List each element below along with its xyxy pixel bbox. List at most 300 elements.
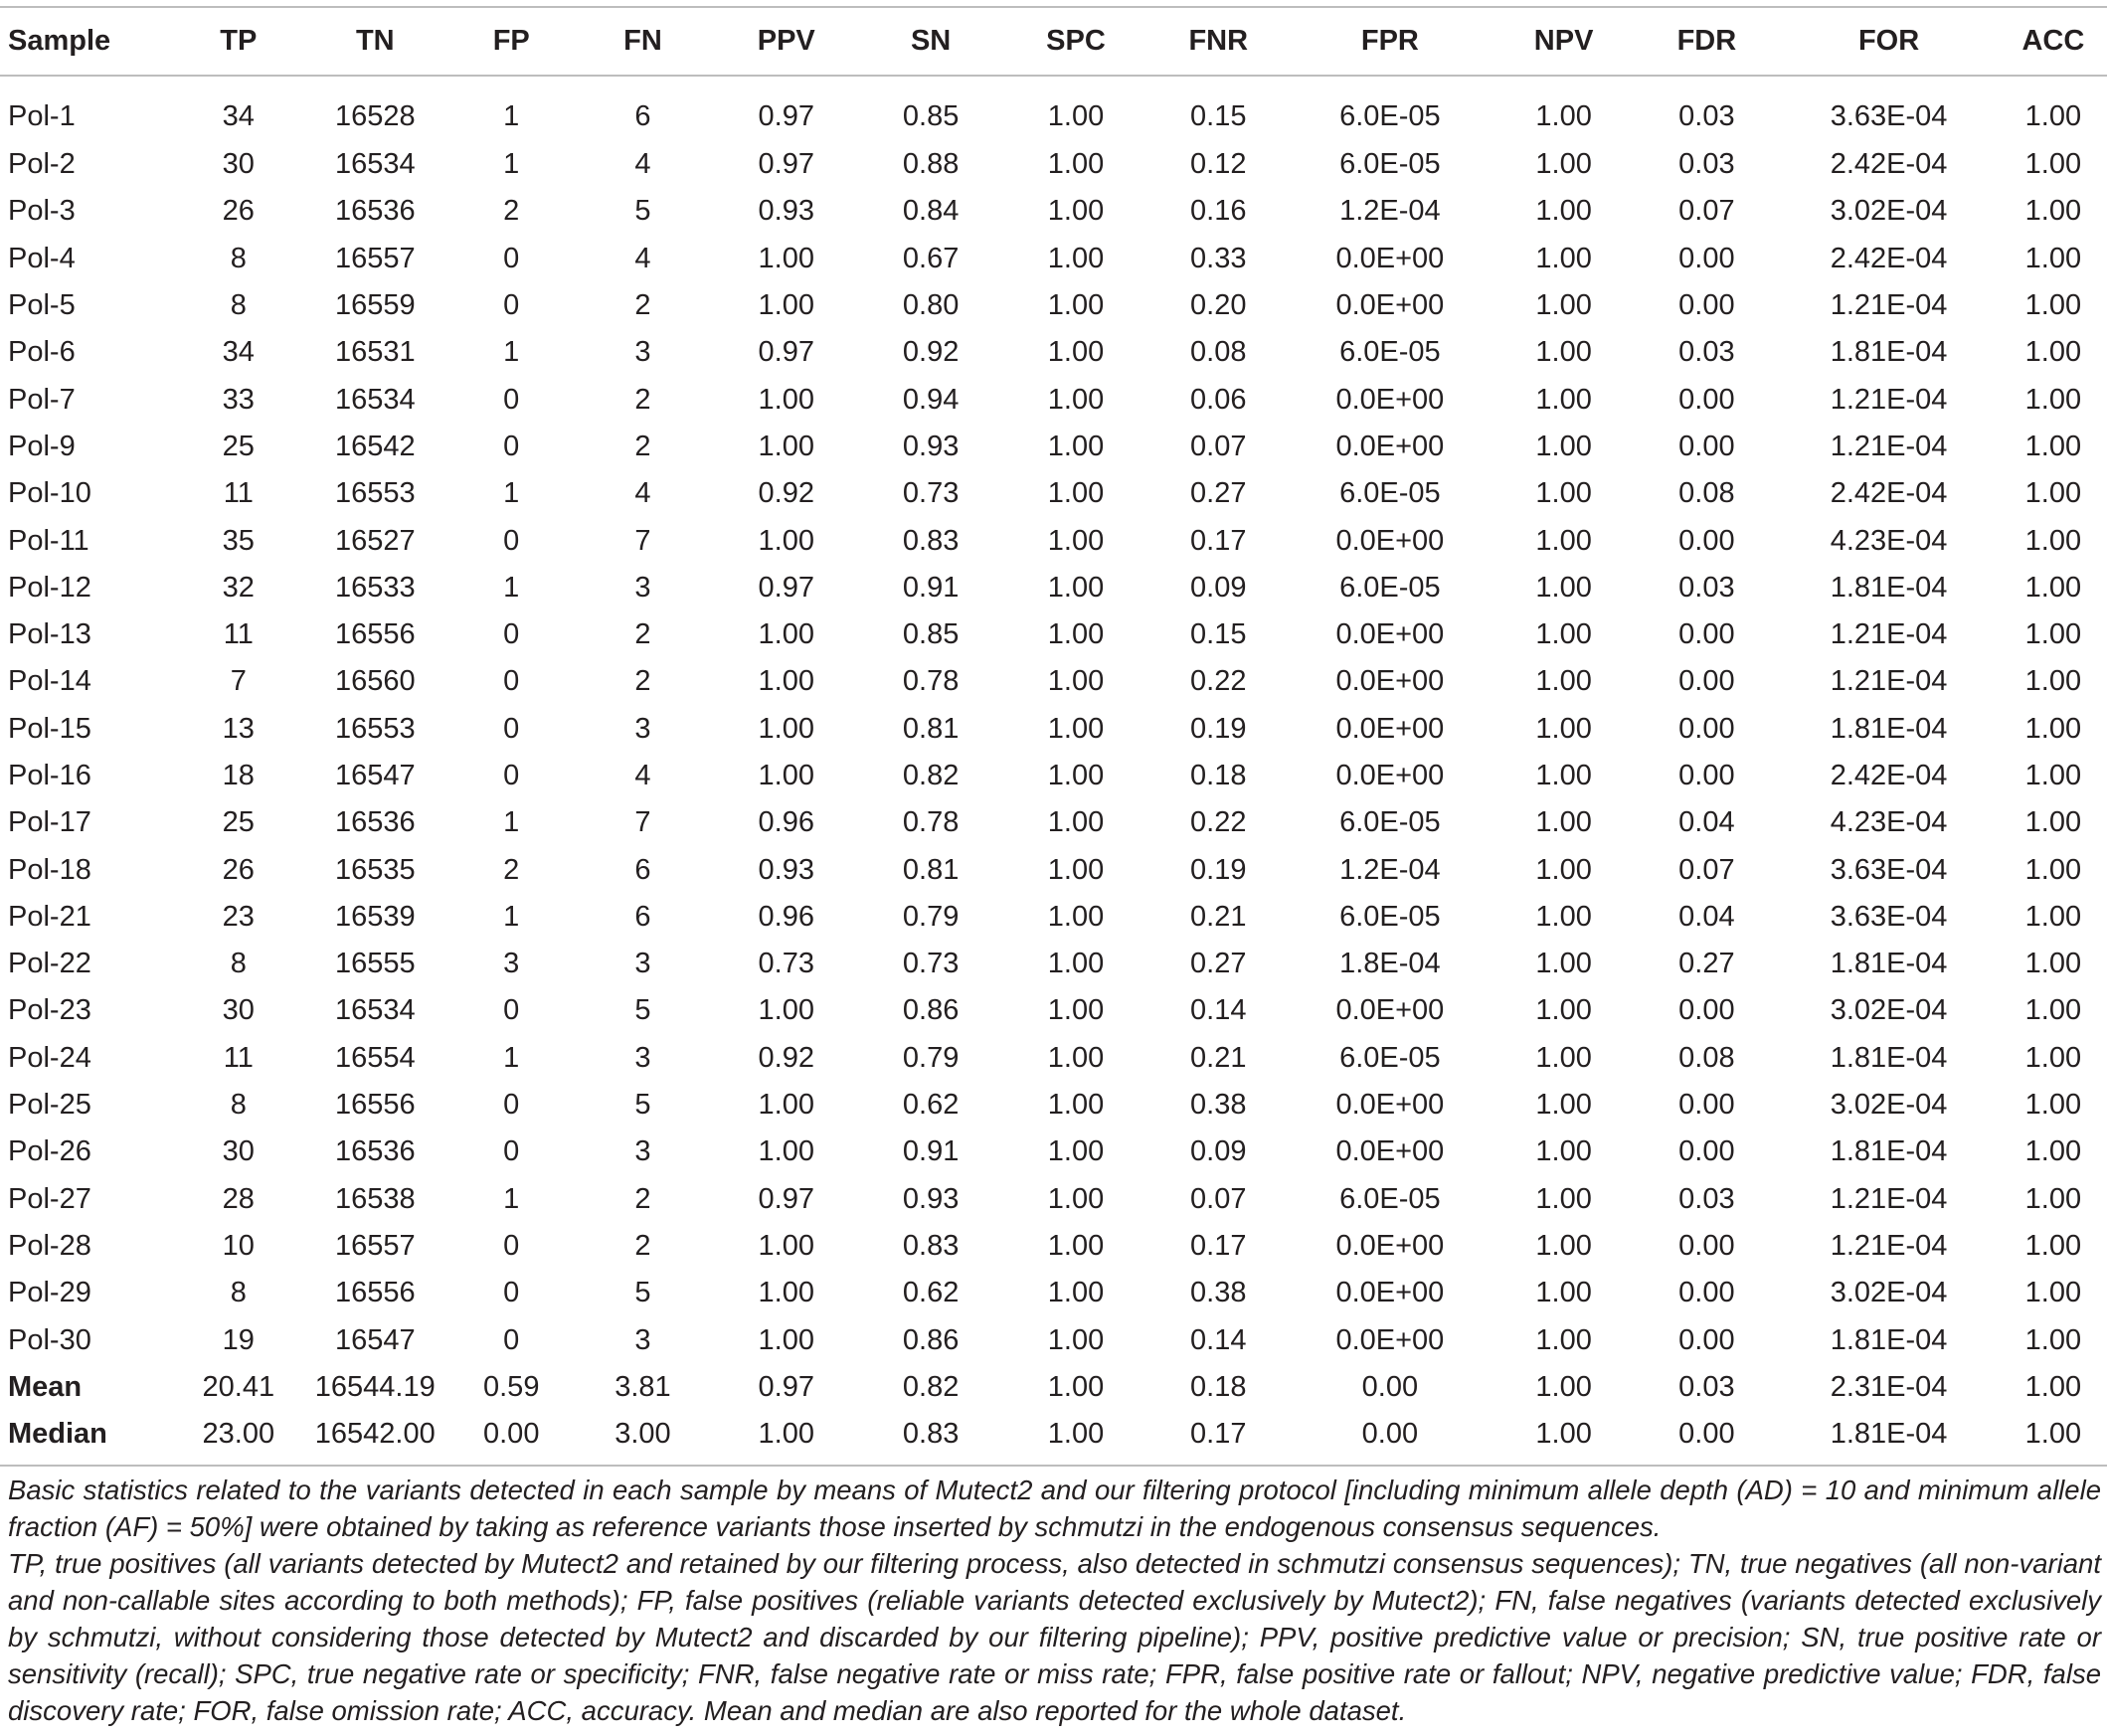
cell-fdr: 0.04	[1678, 900, 1735, 933]
cell-ppv: 0.93	[758, 853, 814, 886]
cell-fn: 5	[634, 1089, 651, 1122]
cell-tp: 18	[222, 760, 255, 791]
cell-fp: 0	[503, 242, 520, 274]
cell-npv: 1.00	[1535, 430, 1592, 462]
cell-fdr: 0.08	[1678, 477, 1735, 510]
cell-npv: 1.00	[1535, 760, 1592, 791]
cell-spc: 1.00	[1047, 1370, 1105, 1403]
cell-fp: 2	[503, 195, 520, 228]
cell-fdr: 0.00	[1678, 618, 1735, 651]
cell-ppv: 0.97	[758, 1182, 814, 1215]
cell-acc: 1.00	[2024, 148, 2082, 181]
cell-npv: 1.00	[1535, 195, 1592, 228]
cell-acc: 1.00	[2024, 665, 2082, 698]
column-header-tp: TP	[220, 25, 258, 57]
cell-fdr: 0.00	[1678, 289, 1735, 322]
cell-tn: 16536	[334, 806, 416, 839]
cell-sample: Mean	[8, 1370, 83, 1403]
cell-for: 3.02E-04	[1830, 994, 1948, 1027]
cell-sn: 0.88	[902, 148, 960, 181]
table-row	[0, 753, 2107, 799]
cell-fnr: 0.14	[1190, 994, 1247, 1027]
cell-fdr: 0.00	[1678, 1089, 1735, 1122]
cell-npv: 1.00	[1535, 1277, 1592, 1309]
cell-acc: 1.00	[2024, 853, 2082, 886]
cell-acc: 1.00	[2024, 1370, 2082, 1403]
cell-fp: 0.00	[483, 1418, 540, 1451]
cell-tp: 19	[222, 1323, 255, 1356]
table-row	[0, 282, 2107, 329]
cell-fn: 3	[634, 1323, 651, 1356]
cell-for: 1.21E-04	[1830, 665, 1948, 698]
cell-tp: 26	[222, 853, 255, 886]
cell-fn: 6	[634, 900, 651, 933]
cell-ppv: 1.00	[758, 524, 814, 557]
cell-fpr: 1.2E-04	[1339, 853, 1441, 886]
cell-for: 4.23E-04	[1830, 524, 1948, 557]
footnote-description: Basic statistics related to the variants detected in each sample by means of Mutect2 and our filtering protocol [including minimum allele depth (AD) = 10 and minimum allele fraction (AF) = 50%] were obtained by taking as reference variants those inserted by schmutzi in the endogenous consensus sequences.	[8, 1475, 2101, 1542]
cell-for: 1.81E-04	[1830, 1418, 1948, 1451]
cell-tp: 30	[222, 148, 255, 181]
table-row	[0, 141, 2107, 188]
cell-acc: 1.00	[2024, 1089, 2082, 1122]
cell-fp: 1	[503, 100, 520, 132]
cell-fn: 3	[634, 336, 651, 369]
cell-ppv: 1.00	[758, 1418, 814, 1451]
cell-fn: 3	[634, 1135, 651, 1168]
cell-sn: 0.85	[902, 618, 960, 651]
cell-fnr: 0.33	[1190, 242, 1247, 274]
table-header	[0, 8, 2107, 75]
cell-fdr: 0.00	[1678, 524, 1735, 557]
cell-tp: 35	[222, 524, 255, 557]
cell-fp: 3	[503, 948, 520, 980]
cell-npv: 1.00	[1535, 100, 1592, 132]
cell-sample: Pol-28	[8, 1229, 91, 1262]
cell-fp: 1	[503, 806, 520, 839]
cell-acc: 1.00	[2024, 430, 2082, 462]
cell-tp: 7	[230, 665, 247, 698]
cell-acc: 1.00	[2024, 760, 2082, 791]
cell-fdr: 0.00	[1678, 1418, 1735, 1451]
cell-tn: 16547	[334, 1323, 416, 1356]
cell-spc: 1.00	[1047, 1182, 1105, 1215]
header-row	[0, 8, 2107, 75]
cell-spc: 1.00	[1047, 948, 1105, 980]
cell-sample: Pol-9	[8, 430, 76, 462]
cell-ppv: 0.97	[758, 148, 814, 181]
cell-fnr: 0.08	[1190, 336, 1247, 369]
cell-sample: Pol-14	[8, 665, 91, 698]
cell-fpr: 0.00	[1361, 1370, 1419, 1403]
cell-fpr: 0.0E+00	[1335, 1135, 1445, 1168]
cell-for: 1.81E-04	[1830, 712, 1948, 745]
cell-fdr: 0.00	[1678, 1323, 1735, 1356]
cell-fnr: 0.17	[1190, 524, 1247, 557]
cell-fpr: 6.0E-05	[1339, 1041, 1441, 1074]
cell-spc: 1.00	[1047, 1041, 1105, 1074]
column-header-acc: ACC	[2021, 25, 2085, 57]
cell-spc: 1.00	[1047, 336, 1105, 369]
cell-fnr: 0.06	[1190, 383, 1247, 416]
cell-fn: 4	[634, 760, 651, 791]
summary-row	[0, 1364, 2107, 1411]
cell-fdr: 0.27	[1678, 948, 1735, 980]
cell-ppv: 1.00	[758, 242, 814, 274]
cell-sample: Pol-1	[8, 100, 76, 132]
cell-spc: 1.00	[1047, 1277, 1105, 1309]
cell-fnr: 0.19	[1190, 712, 1247, 745]
cell-fn: 2	[634, 1229, 651, 1262]
cell-for: 1.81E-04	[1830, 571, 1948, 604]
cell-tp: 30	[222, 1135, 255, 1168]
column-header-spc: SPC	[1046, 25, 1106, 57]
cell-fpr: 1.8E-04	[1339, 948, 1441, 980]
cell-acc: 1.00	[2024, 1229, 2082, 1262]
cell-fp: 0	[503, 665, 520, 698]
cell-tn: 16531	[334, 336, 416, 369]
cell-fnr: 0.17	[1190, 1418, 1247, 1451]
cell-sample: Pol-18	[8, 853, 91, 886]
cell-fpr: 6.0E-05	[1339, 148, 1441, 181]
cell-spc: 1.00	[1047, 242, 1105, 274]
cell-fpr: 0.0E+00	[1335, 1323, 1445, 1356]
cell-fn: 3	[634, 571, 651, 604]
cell-fpr: 6.0E-05	[1339, 477, 1441, 510]
table-row	[0, 376, 2107, 423]
cell-sample: Pol-27	[8, 1182, 91, 1215]
cell-for: 2.42E-04	[1830, 477, 1948, 510]
cell-tp: 34	[222, 336, 255, 369]
cell-fnr: 0.15	[1190, 618, 1247, 651]
cell-ppv: 1.00	[758, 665, 814, 698]
cell-for: 3.63E-04	[1830, 853, 1948, 886]
cell-sample: Pol-29	[8, 1277, 91, 1309]
cell-for: 1.81E-04	[1830, 1323, 1948, 1356]
cell-fnr: 0.17	[1190, 1229, 1247, 1262]
cell-sn: 0.80	[902, 289, 960, 322]
cell-tn: 16534	[334, 148, 416, 181]
cell-acc: 1.00	[2024, 1418, 2082, 1451]
cell-ppv: 1.00	[758, 289, 814, 322]
cell-spc: 1.00	[1047, 1135, 1105, 1168]
cell-sample: Pol-21	[8, 900, 91, 933]
cell-tp: 34	[222, 100, 255, 132]
cell-fnr: 0.27	[1190, 477, 1247, 510]
cell-ppv: 0.96	[758, 900, 814, 933]
cell-ppv: 1.00	[758, 1135, 814, 1168]
bottom-rule	[0, 1465, 2107, 1467]
cell-fn: 7	[634, 806, 651, 839]
cell-fdr: 0.00	[1678, 1277, 1735, 1309]
cell-npv: 1.00	[1535, 289, 1592, 322]
cell-tn: 16534	[334, 994, 416, 1027]
cell-npv: 1.00	[1535, 1323, 1592, 1356]
cell-fn: 2	[634, 430, 651, 462]
cell-npv: 1.00	[1535, 1418, 1592, 1451]
cell-fn: 4	[634, 242, 651, 274]
cell-sn: 0.79	[902, 900, 960, 933]
cell-fn: 3	[634, 1041, 651, 1074]
cell-for: 3.02E-04	[1830, 1277, 1948, 1309]
cell-spc: 1.00	[1047, 1418, 1105, 1451]
cell-tp: 8	[230, 242, 247, 274]
cell-ppv: 0.97	[758, 571, 814, 604]
cell-npv: 1.00	[1535, 242, 1592, 274]
cell-fp: 0	[503, 618, 520, 651]
cell-ppv: 1.00	[758, 994, 814, 1027]
cell-fdr: 0.07	[1678, 195, 1735, 228]
cell-fn: 3.00	[615, 1418, 671, 1451]
cell-tp: 25	[222, 430, 255, 462]
cell-for: 3.63E-04	[1830, 900, 1948, 933]
cell-acc: 1.00	[2024, 1277, 2082, 1309]
cell-fdr: 0.00	[1678, 383, 1735, 416]
column-header-fpr: FPR	[1360, 25, 1419, 57]
table-row	[0, 565, 2107, 611]
cell-sn: 0.73	[902, 948, 960, 980]
cell-for: 2.42E-04	[1830, 760, 1948, 791]
cell-spc: 1.00	[1047, 1089, 1105, 1122]
cell-sn: 0.86	[902, 994, 960, 1027]
cell-for: 3.02E-04	[1830, 195, 1948, 228]
cell-fpr: 0.0E+00	[1335, 524, 1445, 557]
cell-sn: 0.86	[902, 1323, 960, 1356]
table-row	[0, 941, 2107, 987]
cell-fpr: 0.0E+00	[1335, 1089, 1445, 1122]
table-row	[0, 1035, 2107, 1082]
cell-sn: 0.81	[902, 712, 960, 745]
cell-spc: 1.00	[1047, 760, 1105, 791]
cell-tp: 10	[222, 1229, 255, 1262]
table-row	[0, 846, 2107, 893]
cell-for: 2.31E-04	[1830, 1370, 1948, 1403]
cell-fn: 3	[634, 948, 651, 980]
cell-sample: Pol-3	[8, 195, 76, 228]
cell-spc: 1.00	[1047, 1229, 1105, 1262]
cell-sample: Pol-30	[8, 1323, 91, 1356]
table-row	[0, 1316, 2107, 1363]
cell-fpr: 0.00	[1361, 1418, 1419, 1451]
cell-spc: 1.00	[1047, 524, 1105, 557]
table-row	[0, 1223, 2107, 1270]
cell-fp: 0	[503, 430, 520, 462]
cell-fdr: 0.08	[1678, 1041, 1735, 1074]
cell-fpr: 0.0E+00	[1335, 289, 1445, 322]
cell-tn: 16560	[334, 665, 416, 698]
cell-fdr: 0.03	[1678, 1370, 1735, 1403]
cell-tn: 16535	[334, 853, 416, 886]
table-row	[0, 799, 2107, 846]
cell-tn: 16553	[334, 477, 416, 510]
cell-sample: Pol-4	[8, 242, 76, 274]
cell-fp: 0	[503, 1229, 520, 1262]
cell-ppv: 1.00	[758, 760, 814, 791]
cell-fdr: 0.04	[1678, 806, 1735, 839]
cell-ppv: 1.00	[758, 430, 814, 462]
table-row	[0, 894, 2107, 941]
cell-fdr: 0.00	[1678, 430, 1735, 462]
cell-fnr: 0.09	[1190, 1135, 1247, 1168]
cell-ppv: 0.97	[758, 100, 814, 132]
cell-tp: 25	[222, 806, 255, 839]
cell-sample: Pol-12	[8, 571, 91, 604]
cell-fnr: 0.22	[1190, 806, 1247, 839]
cell-fn: 2	[634, 383, 651, 416]
table-row	[0, 424, 2107, 470]
cell-npv: 1.00	[1535, 900, 1592, 933]
cell-fdr: 0.03	[1678, 571, 1735, 604]
cell-sn: 0.83	[902, 1418, 960, 1451]
table-row	[0, 188, 2107, 235]
cell-spc: 1.00	[1047, 853, 1105, 886]
cell-npv: 1.00	[1535, 336, 1592, 369]
table-row	[0, 329, 2107, 376]
cell-for: 4.23E-04	[1830, 806, 1948, 839]
cell-fpr: 0.0E+00	[1335, 383, 1445, 416]
cell-npv: 1.00	[1535, 148, 1592, 181]
cell-tp: 8	[230, 1089, 247, 1122]
cell-sn: 0.94	[902, 383, 960, 416]
cell-for: 1.21E-04	[1830, 430, 1948, 462]
cell-sn: 0.82	[902, 760, 960, 791]
cell-fnr: 0.20	[1190, 289, 1247, 322]
cell-npv: 1.00	[1535, 1041, 1592, 1074]
cell-fn: 5	[634, 195, 651, 228]
cell-fn: 6	[634, 100, 651, 132]
cell-sn: 0.83	[902, 524, 960, 557]
cell-sample: Pol-23	[8, 994, 91, 1027]
cell-sn: 0.85	[902, 100, 960, 132]
cell-sn: 0.82	[902, 1370, 960, 1403]
cell-fp: 0	[503, 1277, 520, 1309]
cell-fp: 1	[503, 336, 520, 369]
cell-npv: 1.00	[1535, 806, 1592, 839]
cell-tp: 23	[222, 900, 255, 933]
table-row	[0, 1128, 2107, 1175]
cell-spc: 1.00	[1047, 289, 1105, 322]
cell-tn: 16539	[334, 900, 416, 933]
cell-spc: 1.00	[1047, 477, 1105, 510]
cell-ppv: 1.00	[758, 1089, 814, 1122]
cell-tp: 26	[222, 195, 255, 228]
cell-acc: 1.00	[2024, 289, 2082, 322]
cell-spc: 1.00	[1047, 383, 1105, 416]
cell-tn: 16536	[334, 195, 416, 228]
cell-acc: 1.00	[2024, 242, 2082, 274]
column-header-npv: NPV	[1533, 25, 1594, 57]
cell-acc: 1.00	[2024, 383, 2082, 416]
cell-for: 1.21E-04	[1830, 1182, 1948, 1215]
cell-for: 3.02E-04	[1830, 1089, 1948, 1122]
cell-fnr: 0.38	[1190, 1089, 1247, 1122]
cell-for: 1.21E-04	[1830, 1229, 1948, 1262]
cell-sample: Pol-7	[8, 383, 76, 416]
cell-fdr: 0.00	[1678, 994, 1735, 1027]
cell-acc: 1.00	[2024, 712, 2082, 745]
cell-sample: Pol-11	[8, 524, 89, 557]
cell-spc: 1.00	[1047, 665, 1105, 698]
cell-sn: 0.79	[902, 1041, 960, 1074]
cell-sample: Pol-25	[8, 1089, 91, 1122]
cell-sn: 0.73	[902, 477, 960, 510]
cell-sample: Pol-6	[8, 336, 76, 369]
cell-sn: 0.78	[902, 665, 960, 698]
cell-ppv: 0.97	[758, 1370, 814, 1403]
cell-ppv: 1.00	[758, 712, 814, 745]
cell-tn: 16542	[334, 430, 416, 462]
cell-tn: 16547	[334, 760, 416, 791]
footnote-abbreviations: TP, true positives (all variants detected by Mutect2 and retained by our filtering process, also detected in schmutzi consensus sequences); TN, true negatives (all non-variant and non-callable sites according to both methods); FP, false positives (reliable variants detected exclusively by Mutect2); FN, false negatives (variants detected exclusively by schmutzi, without considering those detected by Mutect2 and discarded by our filtering pipeline); PPV, positive predictive value or precision; SN, true positive rate or sensitivity (recall); SPC, true negative rate or specificity; FNR, false negative rate or miss rate; FPR, false positive rate or fallout; NPV, negative predictive value; FDR, false discovery rate; FOR, false omission rate; ACC, accuracy. Mean and median are also reported for the whole dataset.	[8, 1548, 2101, 1726]
column-header-tn: TN	[355, 25, 395, 57]
cell-fnr: 0.18	[1190, 1370, 1247, 1403]
cell-sn: 0.78	[902, 806, 960, 839]
cell-tn: 16553	[334, 712, 416, 745]
cell-sn: 0.91	[902, 1135, 960, 1168]
cell-fdr: 0.00	[1678, 242, 1735, 274]
cell-fdr: 0.00	[1678, 760, 1735, 791]
cell-fnr: 0.21	[1190, 900, 1247, 933]
cell-for: 1.81E-04	[1830, 948, 1948, 980]
cell-fp: 1	[503, 477, 520, 510]
cell-tp: 28	[222, 1182, 255, 1215]
cell-acc: 1.00	[2024, 100, 2082, 132]
cell-sample: Median	[8, 1418, 107, 1451]
cell-npv: 1.00	[1535, 994, 1592, 1027]
cell-tp: 11	[223, 477, 254, 510]
cell-acc: 1.00	[2024, 900, 2082, 933]
cell-fp: 0	[503, 1089, 520, 1122]
table-row	[0, 470, 2107, 517]
cell-acc: 1.00	[2024, 1041, 2082, 1074]
column-header-fdr: FDR	[1676, 25, 1737, 57]
cell-fp: 2	[503, 853, 520, 886]
cell-sn: 0.83	[902, 1229, 960, 1262]
cell-npv: 1.00	[1535, 665, 1592, 698]
cell-sample: Pol-22	[8, 948, 91, 980]
cell-ppv: 0.92	[758, 477, 814, 510]
cell-fpr: 1.2E-04	[1339, 195, 1441, 228]
cell-tn: 16538	[334, 1182, 416, 1215]
cell-fdr: 0.00	[1678, 665, 1735, 698]
cell-fn: 2	[634, 665, 651, 698]
cell-tp: 33	[222, 383, 255, 416]
cell-npv: 1.00	[1535, 1229, 1592, 1262]
cell-fnr: 0.18	[1190, 760, 1247, 791]
cell-ppv: 1.00	[758, 618, 814, 651]
cell-sample: Pol-2	[8, 148, 76, 181]
cell-tp: 8	[230, 948, 247, 980]
column-header-fn: FN	[623, 25, 662, 57]
cell-fpr: 0.0E+00	[1335, 1229, 1445, 1262]
cell-npv: 1.00	[1535, 1370, 1592, 1403]
cell-fp: 0.59	[483, 1370, 540, 1403]
cell-npv: 1.00	[1535, 618, 1592, 651]
column-header-sn: SN	[910, 25, 952, 57]
cell-ppv: 0.97	[758, 336, 814, 369]
cell-fdr: 0.03	[1678, 1182, 1735, 1215]
cell-fn: 7	[634, 524, 651, 557]
cell-tn: 16556	[334, 1089, 416, 1122]
cell-fp: 0	[503, 383, 520, 416]
cell-fnr: 0.15	[1190, 100, 1247, 132]
cell-tn: 16556	[334, 618, 416, 651]
cell-spc: 1.00	[1047, 195, 1105, 228]
cell-fnr: 0.07	[1190, 430, 1247, 462]
cell-fpr: 0.0E+00	[1335, 994, 1445, 1027]
cell-fn: 4	[634, 477, 651, 510]
cell-acc: 1.00	[2024, 477, 2082, 510]
